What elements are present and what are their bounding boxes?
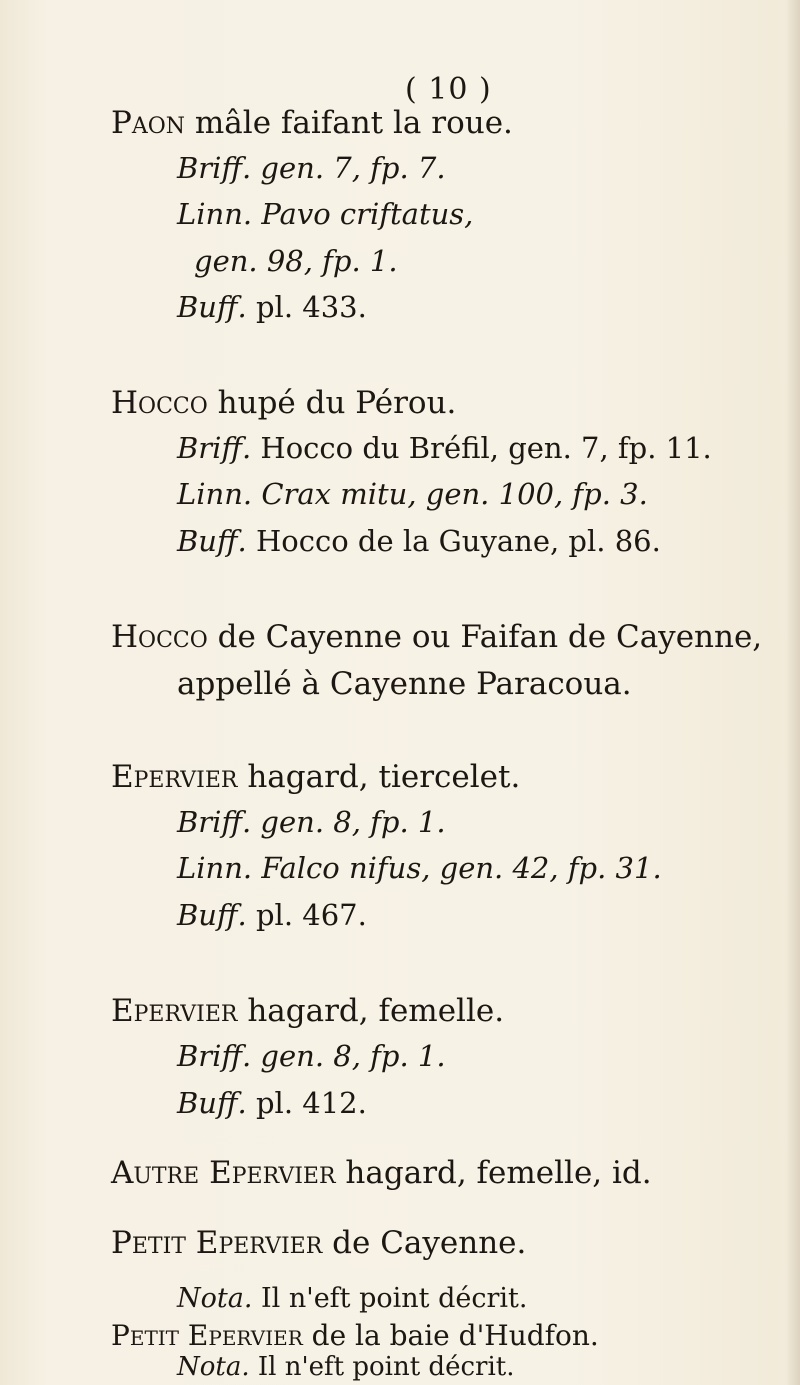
reference-line	[177, 1039, 446, 1073]
entry-heading-rest: hupé du Pérou.	[207, 385, 457, 421]
entry-title-epervier-femelle	[111, 993, 504, 1029]
entry-title-paon	[111, 105, 513, 141]
entry-heading-rest: mâle faifant la roue.	[185, 105, 513, 141]
entry-title-hocco-cayenne	[111, 619, 762, 655]
nota-text: Il n'eft point décrit.	[249, 1352, 515, 1382]
entry-heading-smallcaps: Hocco	[111, 385, 208, 421]
nota-line	[177, 1352, 514, 1382]
entry-heading-rest: hagard, femelle.	[237, 993, 505, 1029]
entry-heading-smallcaps: Petit Epervier	[111, 1319, 303, 1352]
entry-heading-smallcaps: Epervier	[111, 759, 238, 795]
ref-abbr: Buff.	[177, 898, 247, 932]
reference-line	[177, 431, 712, 465]
entry-continuation-line: appellé à Cayenne Paracoua.	[177, 666, 632, 702]
reference-line	[177, 197, 473, 231]
nota-label: Nota.	[177, 1352, 250, 1382]
entry-title-autre-epervier	[111, 1155, 652, 1191]
ref-abbr: Linn.	[177, 477, 253, 511]
ref-abbr: Briff.	[177, 1039, 252, 1073]
ref-text: pl. 433.	[246, 290, 367, 324]
ref-text: Pavo criftatus,	[252, 197, 474, 231]
reference-line	[177, 477, 648, 511]
reference-line	[177, 524, 661, 558]
ref-text: Hocco de la Guyane, pl. 86.	[246, 524, 661, 558]
ref-abbr: Linn.	[177, 197, 253, 231]
reference-line	[177, 805, 446, 839]
ref-abbr: Linn.	[177, 851, 253, 885]
ref-text: gen. 8, fp. 1.	[251, 805, 446, 839]
ref-abbr: Briff.	[177, 431, 252, 465]
page-number: ( 10 )	[405, 72, 492, 107]
entry-title-hocco-hupe	[111, 385, 456, 421]
ref-text: Hocco du Bréfil, gen. 7, fp. 11.	[251, 431, 712, 465]
ref-text: Crax mitu, gen. 100, fp. 3.	[252, 477, 648, 511]
ref-abbr: Buff.	[177, 524, 247, 558]
entry-heading-smallcaps: Paon	[111, 105, 186, 141]
entry-heading-smallcaps: Autre Epervier	[111, 1155, 336, 1191]
entry-heading-rest: hagard, femelle, id.	[335, 1155, 652, 1191]
entry-title-epervier-tiercelet	[111, 759, 520, 795]
entry-heading-smallcaps: Hocco	[111, 619, 208, 655]
entry-title-petit-epervier-hudfon	[111, 1319, 599, 1352]
ref-abbr: Buff.	[177, 1086, 247, 1120]
ref-text: gen. 7, fp. 7.	[251, 151, 446, 185]
ref-abbr: Buff.	[177, 290, 247, 324]
entry-heading-rest: hagard, tiercelet.	[237, 759, 521, 795]
ref-text: pl. 412.	[246, 1086, 367, 1120]
nota-label: Nota.	[177, 1283, 253, 1314]
page-edge-shadow	[786, 0, 800, 1385]
reference-line	[177, 1086, 367, 1120]
entry-heading-smallcaps: Petit Epervier	[111, 1225, 323, 1261]
entry-heading-smallcaps: Epervier	[111, 993, 238, 1029]
ref-text: Falco nifus, gen. 42, fp. 31.	[252, 851, 662, 885]
entry-heading-rest: de Cayenne.	[322, 1225, 527, 1261]
entry-heading-rest: de la baie d'Hudfon.	[302, 1319, 599, 1352]
entry-heading-rest: de Cayenne ou Faifan de Cayenne,	[207, 619, 763, 655]
reference-line	[177, 290, 367, 324]
ref-text: pl. 467.	[246, 898, 367, 932]
nota-text: Il n'eft point décrit.	[252, 1283, 528, 1314]
reference-line	[194, 244, 398, 278]
entry-title-petit-epervier-cayenne	[111, 1225, 526, 1261]
ref-text: gen. 8, fp. 1.	[251, 1039, 446, 1073]
nota-line	[177, 1283, 527, 1314]
reference-line	[177, 851, 662, 885]
ref-text: gen. 98, fp. 1.	[194, 244, 398, 278]
ref-abbr: Briff.	[177, 805, 252, 839]
ref-abbr: Briff.	[177, 151, 252, 185]
reference-line	[177, 151, 446, 185]
reference-line	[177, 898, 367, 932]
